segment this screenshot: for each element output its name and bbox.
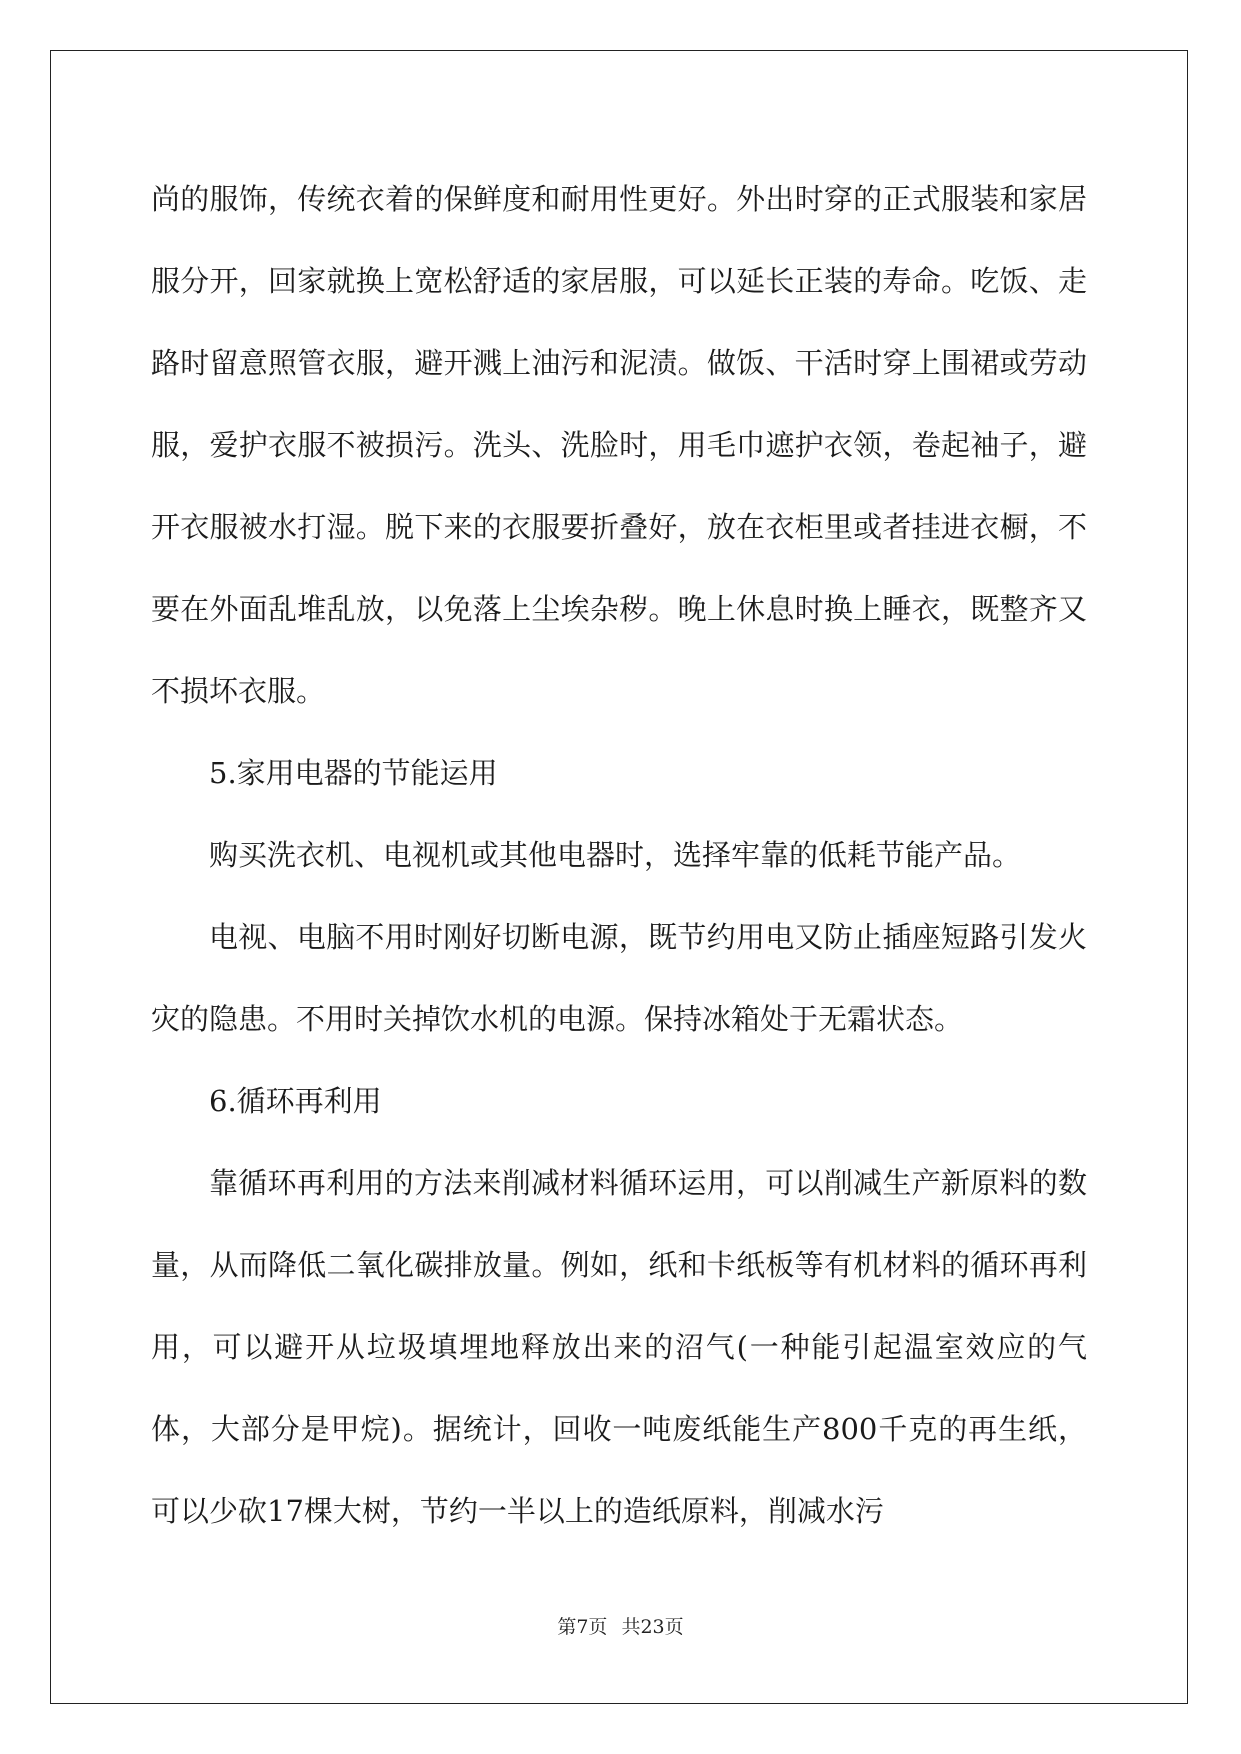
section-heading-recycling: 6.循环再利用	[209, 1084, 382, 1118]
page-footer	[0, 1612, 1241, 1639]
paragraph-buy-appliances: 购买洗衣机、电视机或其他电器时，选择牢靠的低耗节能产品。	[209, 838, 1022, 872]
document-body	[151, 158, 1087, 1552]
paragraph-power-off: 电视、电脑不用时刚好切断电源，既节约用电又防止插座短路引发火灾的隐患。不用时关掉饮水机的电源。保持冰箱处于无霜状态。	[151, 920, 1087, 1036]
paragraph-clothing-care: 尚的服饰，传统衣着的保鲜度和耐用性更好。外出时穿的正式服装和家居服分开，回家就换上宽松舒适的家居服，可以延长正装的寿命。吃饭、走路时留意照管衣服，避开溅上油污和泥渍。做饭、干活时穿上围裙或劳动服，爱护衣服不被损污。洗头、洗脸时，用毛巾遮护衣领，卷起袖子，避开衣服被水打湿。脱下来的衣服要折叠好，放在衣柜里或者挂进衣橱，不要在外面乱堆乱放，以免落上尘埃杂秽。晚上休息时换上睡衣，既整齐又不损坏衣服。	[151, 182, 1087, 708]
section-heading-appliances: 5.家用电器的节能运用	[209, 756, 498, 790]
page-total: 共23页	[621, 1616, 684, 1638]
paragraph-recycling: 靠循环再利用的方法来削减材料循环运用，可以削减生产新原料的数量，从而降低二氧化碳排放量。例如，纸和卡纸板等有机材料的循环再利用，可以避开从垃圾填埋地释放出来的沼气(一种能引起温室效应的气体，大部分是甲烷)。据统计，回收一吨废纸能生产800千克的再生纸，可以少砍17棵大树，节约一半以上的造纸原料，削减水污	[151, 1166, 1087, 1528]
page-number: 第7页	[557, 1616, 608, 1638]
